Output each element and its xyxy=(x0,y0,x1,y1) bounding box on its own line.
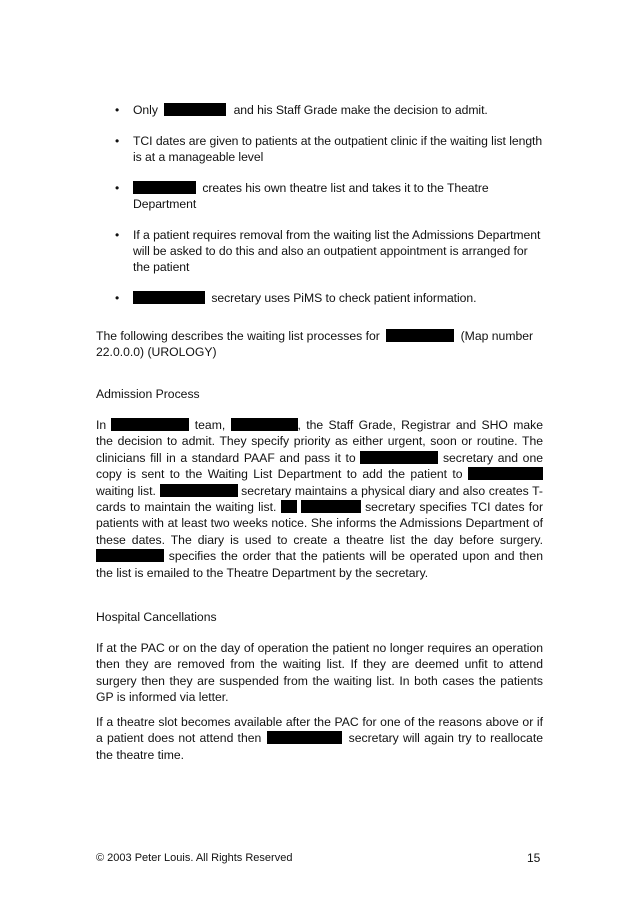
list-item: • secretary uses PiMS to check patient information. xyxy=(115,291,477,305)
redaction-box xyxy=(468,467,543,480)
redaction-box xyxy=(386,329,454,342)
intro-paragraph: The following describes the waiting list processes for (Map number 22.0.0.0) (UROLOGY) xyxy=(96,329,534,360)
bullet-icon: • xyxy=(115,134,120,148)
bullet-list xyxy=(96,102,546,321)
redaction-box xyxy=(133,291,205,304)
cancellations-paragraph-1: If at the PAC or on the day of operation the patient no longer requires an operation then they are removed from the waiting list. If they are deemed unfit to attend surgery then they are suspended from the waiting list. In both cases the patients GP is informed via letter. xyxy=(96,641,543,705)
cancellations-paragraph-2: If a theatre slot becomes available after the PAC for one of the reasons above or if a patient does not attend then secretary will again try to reallocate the theatre time. xyxy=(96,715,543,762)
bullet-icon: • xyxy=(115,103,120,117)
bullet-icon: • xyxy=(115,228,120,242)
page-number: 15 xyxy=(527,851,541,865)
list-item: • TCI dates are given to patients at the outpatient clinic if the waiting list length is at a manageable level xyxy=(115,134,543,164)
redaction-box xyxy=(231,418,298,431)
redaction-box xyxy=(301,500,361,513)
redaction-box xyxy=(160,484,238,497)
redaction-box xyxy=(96,549,164,562)
redaction-box xyxy=(281,500,297,513)
bullet-icon: • xyxy=(115,181,120,195)
list-item: • creates his own theatre list and takes it to the Theatre Department xyxy=(115,181,489,211)
redaction-box xyxy=(133,181,196,194)
footer-copyright: © 2003 Peter Louis. All Rights Reserved xyxy=(96,852,293,864)
list-item: • If a patient requires removal from the waiting list the Admissions Department will be asked to do this and also an outpatient appointment is arranged for the patient xyxy=(115,228,541,274)
list-item: • Only and his Staff Grade make the decision to admit. xyxy=(115,103,488,117)
section-heading-admission: Admission Process xyxy=(96,387,200,401)
redaction-box xyxy=(267,731,342,744)
redaction-box xyxy=(111,418,189,431)
admission-paragraph: In team, , the Staff Grade, Registrar and SHO make the decision to admit. They specify priority as either urgent, soon or routine. The clinicians fill in a standard PAAF and pass it to secretary and one copy is sent to the Waiting List Department to add the patient to waiting list. secretary maintains a physical diary and also creates T-cards to maintain the waiting list. secretary specifies TCI dates for patients with at least two weeks notice. She informs the Admissions Department of these dates. The diary is used to create a theatre list the day before surgery. specifies the order that the patients will be operated upon and then the list is emailed to the Theatre Department by the secretary. xyxy=(96,418,544,580)
redaction-box xyxy=(164,103,226,116)
redaction-box xyxy=(360,451,438,464)
section-heading-cancellations: Hospital Cancellations xyxy=(96,610,217,624)
bullet-icon: • xyxy=(115,291,120,305)
